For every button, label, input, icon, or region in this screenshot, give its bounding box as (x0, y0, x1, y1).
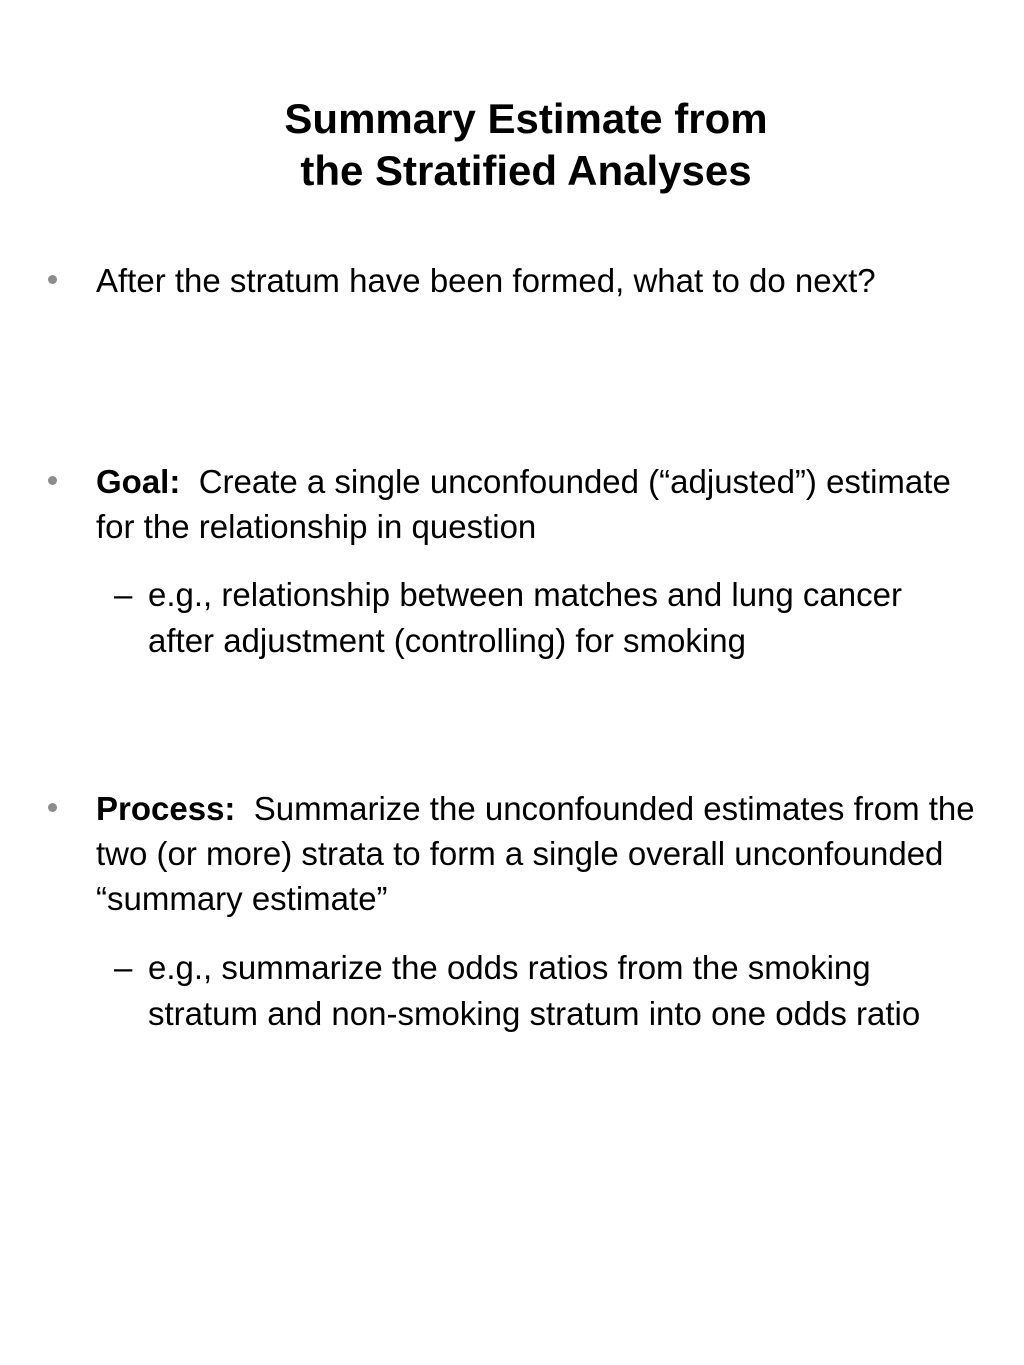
bullet-text: After the stratum have been formed, what to do next? (96, 262, 876, 299)
bullet-item-goal (96, 459, 976, 549)
bullet-item-next-step (96, 258, 976, 303)
title-line-1: Summary Estimate from (284, 95, 768, 142)
dash-icon: – (114, 576, 133, 613)
bullet-dot-icon (48, 476, 57, 485)
bullet-lead: Process: (96, 790, 236, 827)
bullet-lead: Goal: (96, 463, 181, 500)
bullet-text: Create a single unconfounded (“adjusted”) estimate for the relationship in question (96, 463, 951, 545)
sub-bullet-goal-example (114, 572, 968, 664)
dash-icon: – (114, 949, 133, 986)
bullet-dot-icon (48, 275, 57, 284)
bullet-item-process (96, 786, 976, 921)
sub-bullet-text: e.g., relationship between matches and lung cancer after adjustment (controlling) for smoking (148, 576, 902, 659)
title-line-2: the Stratified Analyses (300, 147, 752, 194)
sub-bullet-text: e.g., summarize the odds ratios from the smoking stratum and non-smoking stratum into one odds ratio (148, 949, 921, 1032)
bullet-dot-icon (48, 803, 57, 812)
slide-title (0, 93, 1024, 197)
bullet-text: Summarize the unconfounded estimates from the two (or more) strata to form a single overall unconfounded “summary estimate” (96, 790, 975, 917)
sub-bullet-process-example (114, 945, 968, 1037)
